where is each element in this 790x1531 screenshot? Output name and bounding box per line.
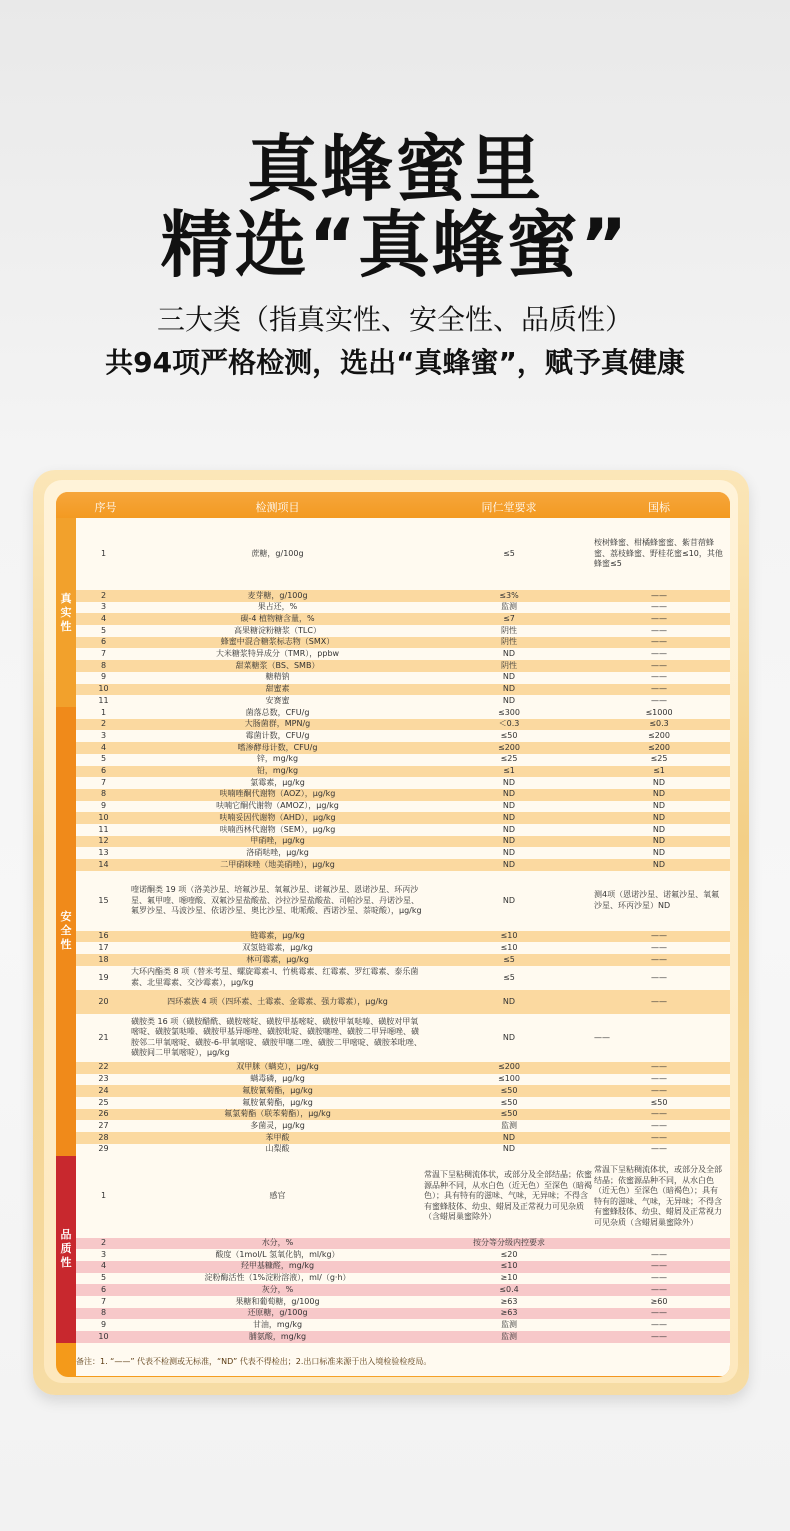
row-requirement: 监测 [501, 602, 517, 612]
row-national-standard: —— [651, 1132, 667, 1142]
row-item: 洛硝哒唑，μg/kg [246, 847, 309, 857]
table-footnote: 备注：1. “——” 代表不检测或无标准，“ND” 代表不得检出；2.出口标准来源于出入境检验检疫局。 [76, 1357, 432, 1366]
table-row [76, 695, 730, 707]
row-requirement: ≤300 [498, 707, 520, 717]
row-item: 二甲硝咪唑（地美硝唑），μg/kg [220, 859, 335, 869]
row-number: 20 [98, 996, 109, 1006]
table-row [76, 1014, 730, 1062]
row-national-standard: 测4项（恩诺沙星、诺氟沙星、氧氟沙星、环丙沙星）ND [594, 890, 720, 910]
subtitle-line-1: 三大类（指真实性、安全性、品质性） [156, 303, 633, 336]
row-requirement: ND [502, 1132, 516, 1142]
row-number: 5 [100, 754, 107, 764]
row-number: 17 [98, 943, 109, 953]
row-national-standard: —— [651, 954, 667, 964]
row-item: 喹诺酮类 19 项（洛美沙星、培氟沙星、氧氟沙星、诺氟沙星、恩诺沙星、环丙沙星、氟甲喹、噁喹酸、双氟沙星盐酸盐、沙拉沙星盐酸盐、司帕沙星、丹诺沙星、氟罗沙星、马波沙星、依诺沙星、奥比沙星、吡哌酸、西诺沙星、萘啶酸），μg/kg [131, 885, 422, 916]
row-national-standard: —— [651, 1085, 667, 1095]
row-national-standard: ND [652, 777, 666, 787]
row-number: 23 [98, 1074, 109, 1084]
row-national-standard: —— [651, 943, 667, 953]
table-row [76, 1120, 730, 1132]
row-requirement: ND [502, 684, 516, 694]
table-row [76, 684, 730, 696]
row-number: 26 [98, 1109, 109, 1119]
row-number: 25 [98, 1097, 109, 1107]
subtitle-line-2: 共94项严格检测，选出“真蜂蜜”，赋予真健康 [105, 346, 685, 379]
table-row [76, 1331, 730, 1343]
row-number: 27 [98, 1120, 109, 1130]
row-number: 10 [98, 1331, 109, 1341]
row-item: 氟胺氰菊酯，μg/kg [242, 1085, 313, 1095]
table-row [76, 1308, 730, 1320]
row-national-standard: ≤1 [653, 766, 665, 776]
row-item: 锌，mg/kg [256, 754, 299, 764]
row-number: 7 [100, 649, 107, 659]
table-row [76, 812, 730, 824]
table-row [76, 1319, 730, 1331]
table-row [76, 801, 730, 813]
row-requirement: ≤10 [500, 943, 518, 953]
row-number: 4 [100, 742, 107, 752]
row-requirement: ≤5 [503, 972, 515, 982]
table-row [76, 1238, 730, 1250]
row-item: 甘油，mg/kg [252, 1319, 303, 1329]
row-number: 6 [100, 637, 107, 647]
row-number: 1 [100, 548, 107, 558]
table-row [76, 730, 730, 742]
table-row [76, 943, 730, 955]
row-item: 山梨酸 [265, 1144, 290, 1154]
table-row [76, 1144, 730, 1156]
row-requirement: 监测 [501, 1319, 517, 1329]
row-number: 10 [98, 684, 109, 694]
row-number: 6 [100, 1284, 107, 1294]
table-row [76, 954, 730, 966]
row-requirement: ≤50 [500, 730, 518, 740]
table-row [76, 742, 730, 754]
row-requirement: 阴性 [501, 660, 517, 670]
table-row [76, 966, 730, 990]
row-number: 3 [100, 730, 107, 740]
row-item: 霉菌计数，CFU/g [245, 730, 310, 740]
row-requirement: ≤200 [498, 1062, 520, 1072]
row-number: 21 [98, 1032, 109, 1042]
row-requirement: ND [502, 895, 516, 905]
row-item: 螨毒磷，μg/kg [250, 1074, 305, 1084]
table-row [76, 1296, 730, 1308]
row-number: 18 [98, 954, 109, 964]
table-row [76, 859, 730, 871]
row-number: 19 [98, 972, 109, 982]
row-item: 四环素族 4 项（四环素、土霉素、金霉素、强力霉素），μg/kg [167, 996, 388, 1006]
row-item: 铅，mg/kg [256, 766, 299, 776]
row-item: 呋喃西林代谢物（SEM），μg/kg [219, 824, 336, 834]
row-number: 14 [98, 859, 109, 869]
row-requirement: ≤10 [500, 931, 518, 941]
row-national-standard: ≤0.3 [649, 719, 669, 729]
row-national-standard: —— [651, 1062, 667, 1072]
row-requirement: ND [502, 847, 516, 857]
row-item: 大环内酯类 8 项（替米考星、螺旋霉素-I、竹桃霉素、红霉素、罗红霉素、泰乐菌素、北里霉素、交沙霉素），μg/kg [131, 967, 419, 987]
row-number: 29 [98, 1144, 109, 1154]
table-row [76, 637, 730, 649]
row-item: 羟甲基糠醛，mg/kg [240, 1261, 315, 1271]
table-row [76, 719, 730, 731]
row-requirement: 阴性 [501, 625, 517, 635]
row-item: 糖精钠 [265, 672, 290, 682]
table-row [76, 1062, 730, 1074]
row-number: 2 [100, 590, 107, 600]
row-national-standard: —— [651, 1308, 667, 1318]
row-number: 9 [100, 672, 107, 682]
row-item: 呋喃妥因代谢物（AHD），μg/kg [219, 812, 336, 822]
row-requirement: ND [502, 836, 516, 846]
row-national-standard: —— [651, 684, 667, 694]
row-item: 碳-4 植物糖含量，% [240, 613, 315, 623]
table-row [76, 990, 730, 1014]
table-row [76, 871, 730, 931]
row-national-standard: —— [651, 602, 667, 612]
header-item: 检测项目 [255, 501, 300, 514]
row-number: 1 [100, 1191, 107, 1201]
row-requirement: ND [502, 812, 516, 822]
row-requirement: ≥10 [500, 1273, 518, 1283]
row-number: 1 [100, 707, 107, 717]
row-national-standard: —— [651, 1261, 667, 1271]
table-row [76, 660, 730, 672]
table-row [76, 1273, 730, 1285]
table-row [76, 836, 730, 848]
row-national-standard: —— [651, 1273, 667, 1283]
row-item: 链霉素，μg/kg [250, 931, 305, 941]
row-requirement: 按分等分级内控要求 [473, 1238, 545, 1248]
row-number: 5 [100, 1273, 107, 1283]
row-number: 24 [98, 1085, 109, 1095]
row-item: 氟胺氰菊酯，μg/kg [242, 1097, 313, 1107]
row-number: 9 [100, 1319, 107, 1329]
row-item: 氯霉素，μg/kg [250, 777, 305, 787]
table-body [76, 518, 730, 1376]
row-requirement: ND [502, 672, 516, 682]
row-requirement: ≤200 [498, 742, 520, 752]
row-number: 13 [98, 847, 109, 857]
row-number: 3 [100, 1249, 107, 1259]
row-national-standard: —— [651, 1109, 667, 1119]
row-item: 酸度（1mol/L 氢氧化钠，ml/kg） [215, 1249, 340, 1259]
row-national-standard: —— [651, 613, 667, 623]
row-national-standard: —— [651, 1120, 667, 1130]
row-item: 麦芽糖，g/100g [247, 590, 308, 600]
row-item: 果糖和葡萄糖，g/100g [235, 1296, 320, 1306]
row-national-standard: —— [651, 1284, 667, 1294]
category-label-quality: 品 质 性 [56, 1156, 76, 1343]
row-number: 11 [98, 695, 109, 705]
row-requirement: ND [502, 1144, 516, 1154]
row-item: 呋喃它酮代谢物（AMOZ），μg/kg [216, 801, 339, 811]
row-item: 水分，% [261, 1238, 294, 1248]
row-national-standard: —— [651, 1249, 667, 1259]
row-number: 7 [100, 1296, 107, 1306]
row-item: 嗜渗酵母计数，CFU/g [237, 742, 318, 752]
row-item: 灰分，% [261, 1284, 294, 1294]
row-national-standard: —— [651, 695, 667, 705]
table-row [76, 777, 730, 789]
table-row [76, 1156, 730, 1238]
headline-line-1: 真蜂蜜里 [246, 127, 543, 211]
row-national-standard: —— [594, 1032, 610, 1042]
row-item: 呋喃唑酮代谢物（AOZ），μg/kg [219, 789, 336, 799]
row-number: 8 [100, 1308, 107, 1318]
row-item: 甲硝唑，μg/kg [250, 836, 305, 846]
row-requirement: 监测 [501, 1120, 517, 1130]
row-number: 6 [100, 766, 107, 776]
row-item: 磺胺类 16 项（磺胺醋酰、磺胺嘧啶、磺胺甲基嘧啶、磺胺甲氧哒嗪、磺胺对甲氧嘧啶、磺胺氯哒嗪、磺胺甲基异噁唑、磺胺吡啶、磺胺噻唑、磺胺二甲异噁唑、磺胺邻二甲氧嘧啶、磺胺-6-甲氧嘧啶、磺胺甲噻二唑、磺胺二甲嘧啶、磺胺苯吡唑、磺胺间二甲氧嘧啶），μg/kg [131, 1016, 422, 1058]
row-national-standard: —— [651, 972, 667, 982]
row-item: 菌落总数，CFU/g [245, 707, 310, 717]
table-row [76, 1284, 730, 1296]
row-national-standard: ND [652, 812, 666, 822]
row-national-standard: ≤25 [650, 754, 668, 764]
row-national-standard: —— [651, 637, 667, 647]
row-item: 双甲脒（螨克），μg/kg [236, 1062, 319, 1072]
row-national-standard [594, 1238, 724, 1250]
table-row [76, 1109, 730, 1121]
header-requirement: 同仁堂要求 [481, 501, 537, 514]
table-row [76, 1074, 730, 1086]
row-requirement: ND [502, 789, 516, 799]
row-number: 2 [100, 1238, 107, 1248]
table-header [56, 492, 730, 518]
row-item: 大肠菌群，MPN/g [244, 719, 311, 729]
row-requirement: ＜0.3 [498, 719, 520, 729]
row-national-standard: —— [651, 660, 667, 670]
row-national-standard: ≤50 [650, 1097, 668, 1107]
row-requirement: ND [502, 695, 516, 705]
row-number: 16 [98, 931, 109, 941]
row-requirement: ≤50 [500, 1085, 518, 1095]
row-national-standard: 桉树蜂蜜、柑橘蜂蜜蜜、紫苜蓿蜂蜜、荔枝蜂蜜、野桂花蜜≤10，其他蜂蜜≤5 [594, 538, 723, 569]
table-row [76, 1085, 730, 1097]
table-row [76, 1249, 730, 1261]
row-requirement: ≤1 [503, 766, 515, 776]
table-row [76, 789, 730, 801]
table-row [76, 518, 730, 590]
row-item: 蜂蜜中混合糖浆标志物（SMX） [220, 637, 335, 647]
row-requirement: 监测 [501, 1331, 517, 1341]
row-requirement: ≤7 [503, 613, 515, 623]
row-item: 双氢链霉素，μg/kg [242, 943, 313, 953]
row-national-standard: —— [651, 1074, 667, 1084]
row-requirement: ≤0.4 [499, 1284, 519, 1294]
row-number: 15 [98, 895, 109, 905]
row-requirement: ≤5 [503, 548, 515, 558]
row-national-standard: —— [651, 590, 667, 600]
row-item: 甜菜糖浆（BS、SMB） [235, 660, 320, 670]
row-number: 10 [98, 812, 109, 822]
row-national-standard: ≤1000 [645, 707, 673, 717]
test-table [56, 492, 730, 1377]
row-requirement: ≤50 [500, 1109, 518, 1119]
row-national-standard: —— [651, 1331, 667, 1341]
table-row [76, 602, 730, 614]
row-item: 脯氨酸，mg/kg [248, 1331, 307, 1341]
table-row [76, 931, 730, 943]
row-number: 3 [100, 602, 107, 612]
row-requirement: ≤3% [499, 590, 519, 600]
row-requirement: ≤50 [500, 1097, 518, 1107]
row-requirement: ≤25 [500, 754, 518, 764]
row-national-standard: ND [652, 847, 666, 857]
row-item: 果占还，% [257, 602, 298, 612]
row-item: 苯甲酸 [265, 1132, 290, 1142]
row-requirement: ND [502, 801, 516, 811]
row-requirement: ≥63 [500, 1296, 518, 1306]
row-number: 8 [100, 789, 107, 799]
headline-line-2: 精选“真蜂蜜” [160, 203, 630, 287]
row-national-standard: —— [651, 996, 667, 1006]
table-row [76, 1261, 730, 1273]
row-requirement: ND [502, 996, 516, 1006]
row-requirement: ≤100 [498, 1074, 520, 1084]
row-number: 2 [100, 719, 107, 729]
row-requirement: ND [502, 777, 516, 787]
table-row [76, 847, 730, 859]
row-requirement: ND [502, 649, 516, 659]
row-item: 蔗糖，g/100g [251, 548, 304, 558]
row-item: 多菌灵，μg/kg [250, 1120, 305, 1130]
row-item: 大米糖浆特异成分（TMR），ppbw [215, 649, 340, 659]
category-label-safety: 安 全 性 [56, 707, 76, 1156]
table-row [76, 754, 730, 766]
category-label-authenticity: 真 实 性 [56, 518, 76, 707]
row-item: 淀粉酶活性（1%淀粉溶液），ml/（g·h） [204, 1273, 351, 1283]
row-national-standard: —— [651, 931, 667, 941]
row-number: 8 [100, 660, 107, 670]
table-row [76, 613, 730, 625]
header-national-standard: 国标 [648, 501, 670, 514]
row-number: 28 [98, 1132, 109, 1142]
row-requirement: ND [502, 1032, 516, 1042]
row-requirement: ≤20 [500, 1249, 518, 1259]
row-item: 感官 [269, 1191, 286, 1201]
row-requirement: ND [502, 824, 516, 834]
row-requirement: ≥63 [500, 1308, 518, 1318]
row-national-standard: —— [651, 649, 667, 659]
table-row [76, 766, 730, 778]
row-item: 还原糖，g/100g [247, 1308, 308, 1318]
table-row [76, 590, 730, 602]
row-requirement: 阴性 [501, 637, 517, 647]
row-national-standard: —— [651, 625, 667, 635]
row-national-standard: ND [652, 836, 666, 846]
table-row [76, 824, 730, 836]
table-row [76, 672, 730, 684]
row-item: 高果糖淀粉糖浆（TLC） [234, 625, 321, 635]
table-row [76, 1132, 730, 1144]
row-item: 安赛蜜 [265, 695, 290, 705]
row-national-standard: ≤200 [648, 742, 670, 752]
row-requirement: 常温下呈粘稠流体状，或部分及全部结晶；依蜜源品种不同，从水白色（近无色）至深色（暗褐色）；具有特有的滋味、气味，无异味；不得含有蜜蜂肢体、幼虫、蜡屑及正常视力可见杂质（含蜡屑巢蜜除外） [424, 1170, 592, 1222]
row-item: 甜蜜素 [265, 684, 290, 694]
row-number: 4 [100, 1261, 107, 1271]
row-number: 7 [100, 777, 107, 787]
table-row [76, 649, 730, 661]
row-requirement: ≤5 [503, 954, 515, 964]
table-row [76, 625, 730, 637]
row-number: 22 [98, 1062, 109, 1072]
row-national-standard: ≥60 [650, 1296, 668, 1306]
row-national-standard: ND [652, 824, 666, 834]
row-number: 11 [98, 824, 109, 834]
row-national-standard: ND [652, 801, 666, 811]
row-national-standard: —— [651, 1144, 667, 1154]
row-number: 12 [98, 836, 109, 846]
row-number: 4 [100, 613, 107, 623]
row-number: 5 [100, 625, 107, 635]
table-row [76, 1097, 730, 1109]
header-no: 序号 [94, 501, 117, 514]
table-row [76, 707, 730, 719]
row-item: 氟氯菊酯（联苯菊酯），μg/kg [224, 1109, 331, 1119]
row-national-standard: ND [652, 789, 666, 799]
row-national-standard: ≤200 [648, 730, 670, 740]
row-number: 9 [100, 801, 107, 811]
row-requirement: ≤10 [500, 1261, 518, 1271]
row-national-standard: —— [651, 1319, 667, 1329]
row-national-standard: —— [651, 672, 667, 682]
row-national-standard: 常温下呈粘稠流体状，或部分及全部结晶；依蜜源品种不同，从水白色（近无色）至深色（暗褐色）；具有特有的滋味、气味，无异味；不得含有蜜蜂肢体、幼虫、蜡屑及正常视力可见杂质（含蜡屑巢蜜除外） [594, 1165, 722, 1227]
row-national-standard: ND [652, 859, 666, 869]
row-requirement: ND [502, 859, 516, 869]
row-item: 林可霉素，μg/kg [246, 954, 309, 964]
